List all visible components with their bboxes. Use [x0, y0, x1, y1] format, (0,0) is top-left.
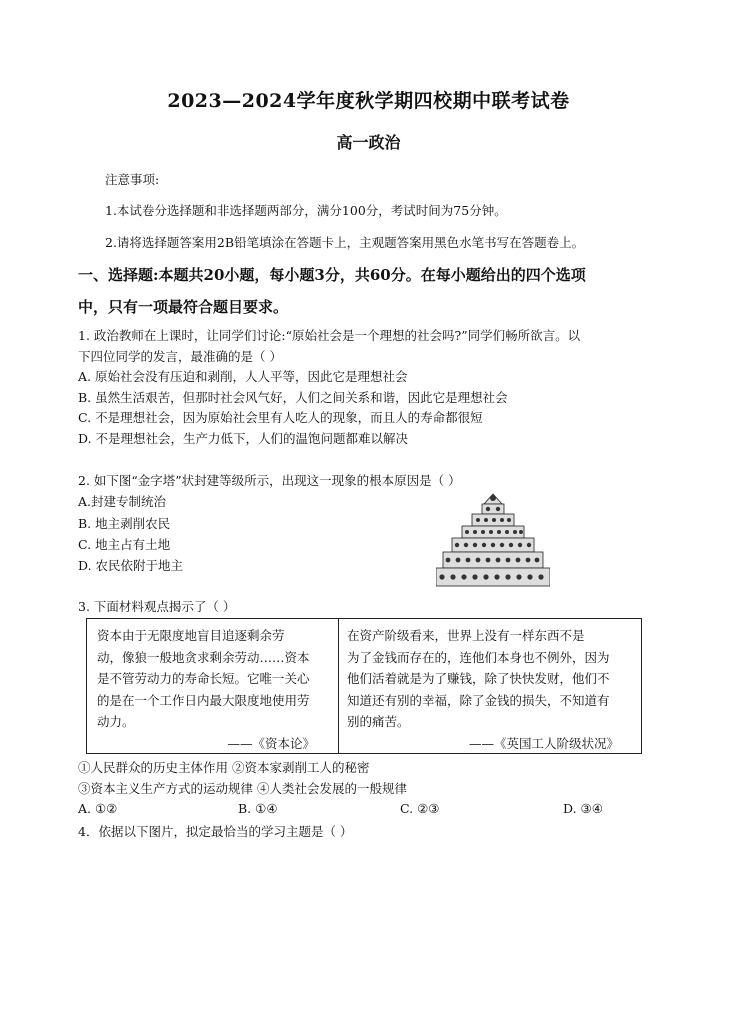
q3-option-a: A. ①②	[78, 801, 118, 816]
q3-material-left	[97, 625, 333, 754]
exam-subject: 高一政治	[336, 133, 401, 152]
material-line: 他们活着就是为了赚钱，除了快快发财，他们不	[347, 671, 610, 686]
material-line: 为了金钱而存在的，连他们本身也不例外，因为	[347, 649, 610, 665]
notes-item-1: 1.本试卷分选择题和非选择题两部分，满分100分，考试时间为75分钟。	[105, 203, 507, 218]
table-divider	[338, 619, 339, 753]
notes-heading: 注意事项:	[105, 172, 160, 187]
material-line: 在资产阶级看来，世界上没有一样东西不是	[347, 628, 585, 643]
material-line: 动，像狼一般地贪求剩余劳动……资本	[97, 649, 310, 665]
material-line: 知道还有别的幸福，除了金钱的损失，不知道有	[347, 692, 610, 708]
q3-stem: 3. 下面材料观点揭示了（ ）	[78, 599, 236, 614]
q3-option-c: C. ②③	[400, 801, 440, 816]
q1-option-c: C. 不是理想社会，因为原始社会里有人吃人的现象，而且人的寿命都很短	[78, 410, 483, 425]
q2-option-c: C. 地主占有土地	[78, 537, 171, 552]
q1-stem-line1: 1. 政治教师在上课时，让同学们讨论:“原始社会是一个理想的社会吗?”同学们畅所欲言。以	[78, 328, 581, 343]
material-line: 别的痛苦。	[347, 714, 410, 729]
q2-stem: 2. 如下图“金字塔”状封建等级所示，出现这一现象的根本原因是（ ）	[78, 473, 461, 488]
material-line: 资本由于无限度地盲目追逐剩余劳	[97, 628, 285, 643]
feudal-pyramid-illustration	[436, 490, 550, 590]
material-citation: ——《资本论》	[227, 735, 315, 751]
q2-option-d: D. 农民依附于地主	[78, 558, 184, 573]
q1-option-b: B. 虽然生活艰苦，但那时社会风气好，人们之间关系和谐，因此它是理想社会	[78, 390, 508, 405]
material-line: 的是在一个工作日内最大限度地使用劳	[97, 692, 310, 708]
q3-material-table	[86, 618, 642, 754]
section-heading-line1: 一、选择题:本题共20小题，每小题3分，共60分。在每小题给出的四个选项	[78, 266, 586, 284]
q3-material-right	[347, 625, 637, 754]
q1-option-d: D. 不是理想社会，生产力低下，人们的温饱问题都难以解决	[78, 431, 409, 446]
q4-stem: 4．依据以下图片，拟定最恰当的学习主题是（ ）	[78, 824, 353, 839]
material-line: 是不管劳动力的寿命长短。它唯一关心	[97, 671, 310, 686]
q1-option-a: A. 原始社会没有压迫和剥削，人人平等，因此它是理想社会	[78, 369, 408, 384]
q3-items-1-2: ①人民群众的历史主体作用 ②资本家剥削工人的秘密	[78, 760, 370, 775]
notes-item-2: 2.请将选择题答案用2B铅笔填涂在答题卡上，主观题答案用黑色水笔书写在答题卷上。	[105, 235, 585, 250]
section-heading-line2: 中，只有一项最符合题目要求。	[78, 298, 289, 316]
q2-option-b: B. 地主剥削农民	[78, 516, 171, 531]
exam-title: 2023—2024学年度秋学期四校期中联考试卷	[167, 90, 570, 112]
material-line: 动力。	[97, 714, 135, 729]
q3-option-d: D. ③④	[563, 801, 603, 816]
q3-option-b: B. ①④	[238, 801, 278, 816]
material-citation: ——《英国工人阶级状况》	[468, 735, 619, 751]
q2-option-a: A.封建专制统治	[78, 494, 167, 509]
q1-stem-line2: 下四位同学的发言，最准确的是（ ）	[78, 349, 282, 364]
q3-items-3-4: ③资本主义生产方式的运动规律 ④人类社会发展的一般规律	[78, 781, 407, 796]
